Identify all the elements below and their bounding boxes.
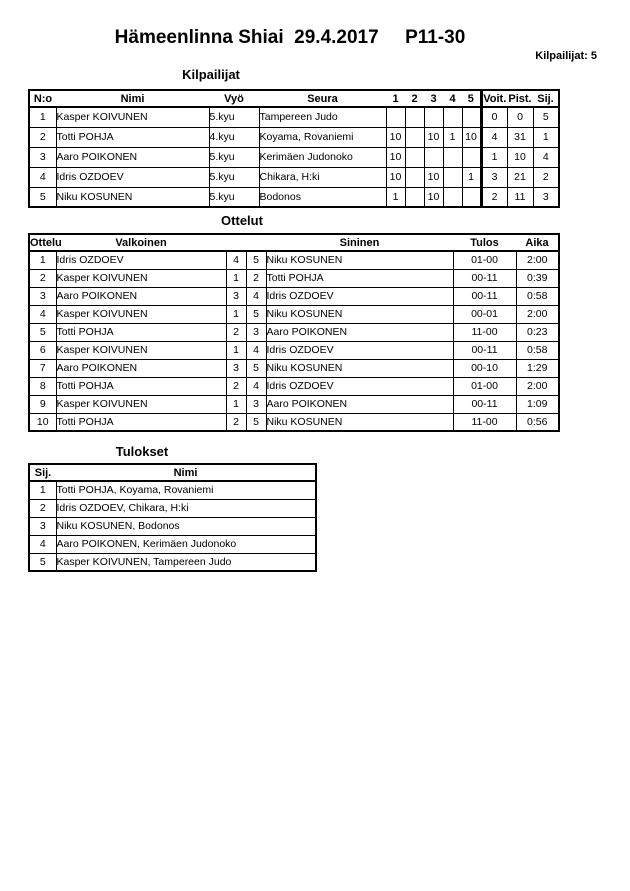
time-cell: 2:00 bbox=[516, 305, 559, 323]
results-heading: Tulokset bbox=[115, 444, 169, 459]
matches-table bbox=[28, 233, 560, 432]
white-no-cell: 1 bbox=[226, 341, 246, 359]
col-header-place: Sij. bbox=[533, 90, 559, 107]
no-cell: 4 bbox=[29, 167, 56, 187]
score-cell bbox=[405, 187, 424, 207]
blue-no-cell: 5 bbox=[246, 359, 266, 377]
col-header-wins: Voit. bbox=[481, 90, 507, 107]
place-cell: 5 bbox=[533, 107, 559, 127]
place-cell: 1 bbox=[533, 127, 559, 147]
col-header-name: Nimi bbox=[56, 464, 316, 481]
col-header-round-1: 1 bbox=[386, 90, 405, 107]
time-cell: 2:00 bbox=[516, 377, 559, 395]
time-cell: 1:29 bbox=[516, 359, 559, 377]
result-cell: 00-10 bbox=[453, 359, 516, 377]
no-cell: 3 bbox=[29, 147, 56, 167]
result-cell: 00-11 bbox=[453, 287, 516, 305]
col-header-club: Seura bbox=[259, 90, 386, 107]
place-cell: 3 bbox=[533, 187, 559, 207]
wins-cell: 1 bbox=[481, 147, 507, 167]
white-name-cell: Aaro POIKONEN bbox=[56, 287, 226, 305]
results-table bbox=[28, 463, 317, 572]
result-cell: 01-00 bbox=[453, 251, 516, 269]
match-row bbox=[29, 323, 559, 341]
col-header-white: Valkoinen bbox=[56, 234, 226, 251]
belt-cell: 5.kyu bbox=[209, 167, 259, 187]
page-title: Hämeenlinna Shiai 29.4.2017 P11-30 bbox=[114, 27, 466, 48]
blue-name-cell: Aaro POIKONEN bbox=[266, 323, 453, 341]
points-cell: 21 bbox=[507, 167, 533, 187]
score-cell: 10 bbox=[462, 127, 481, 147]
competitor-row bbox=[29, 127, 559, 147]
score-cell bbox=[443, 187, 462, 207]
white-name-cell: Totti POHJA bbox=[56, 413, 226, 431]
place-cell: 3 bbox=[29, 517, 56, 535]
blue-name-cell: Aaro POIKONEN bbox=[266, 395, 453, 413]
result-row bbox=[29, 517, 316, 535]
result-cell: 11-00 bbox=[453, 413, 516, 431]
points-cell: 31 bbox=[507, 127, 533, 147]
blue-no-cell: 3 bbox=[246, 323, 266, 341]
result-cell: 00-11 bbox=[453, 395, 516, 413]
time-cell: 2:00 bbox=[516, 251, 559, 269]
blue-name-cell: Idris OZDOEV bbox=[266, 341, 453, 359]
white-name-cell: Totti POHJA bbox=[56, 377, 226, 395]
time-cell: 0:39 bbox=[516, 269, 559, 287]
match-row bbox=[29, 359, 559, 377]
points-cell: 0 bbox=[507, 107, 533, 127]
col-header-blue-no bbox=[246, 234, 266, 251]
points-cell: 11 bbox=[507, 187, 533, 207]
col-header-blue: Sininen bbox=[266, 234, 453, 251]
result-name-cell: Totti POHJA, Koyama, Rovaniemi bbox=[56, 481, 316, 499]
name-cell: Idris OZDOEV bbox=[56, 167, 209, 187]
match-no-cell: 6 bbox=[29, 341, 56, 359]
place-cell: 4 bbox=[533, 147, 559, 167]
place-cell: 5 bbox=[29, 553, 56, 571]
col-header-name: Nimi bbox=[56, 90, 209, 107]
club-cell: Koyama, Rovaniemi bbox=[259, 127, 386, 147]
score-cell: 10 bbox=[424, 187, 443, 207]
competitor-row bbox=[29, 107, 559, 127]
result-cell: 01-00 bbox=[453, 377, 516, 395]
white-name-cell: Kasper KOIVUNEN bbox=[56, 395, 226, 413]
match-no-cell: 5 bbox=[29, 323, 56, 341]
white-no-cell: 4 bbox=[226, 251, 246, 269]
score-cell bbox=[443, 167, 462, 187]
match-no-cell: 10 bbox=[29, 413, 56, 431]
match-row bbox=[29, 251, 559, 269]
match-no-cell: 2 bbox=[29, 269, 56, 287]
time-cell: 0:23 bbox=[516, 323, 559, 341]
time-cell: 1:09 bbox=[516, 395, 559, 413]
result-row bbox=[29, 499, 316, 517]
result-name-cell: Aaro POIKONEN, Kerimäen Judonoko bbox=[56, 535, 316, 553]
col-header-match: Ottelu bbox=[29, 234, 56, 251]
no-cell: 2 bbox=[29, 127, 56, 147]
blue-name-cell: Niku KOSUNEN bbox=[266, 359, 453, 377]
col-header-time: Aika bbox=[516, 234, 559, 251]
match-no-cell: 7 bbox=[29, 359, 56, 377]
white-name-cell: Idris OZDOEV bbox=[56, 251, 226, 269]
time-cell: 0:58 bbox=[516, 341, 559, 359]
wins-cell: 4 bbox=[481, 127, 507, 147]
belt-cell: 5.kyu bbox=[209, 107, 259, 127]
score-cell: 10 bbox=[386, 167, 405, 187]
col-header-round-2: 2 bbox=[405, 90, 424, 107]
col-header-round-4: 4 bbox=[443, 90, 462, 107]
match-row bbox=[29, 341, 559, 359]
score-cell bbox=[424, 107, 443, 127]
no-cell: 5 bbox=[29, 187, 56, 207]
score-cell bbox=[386, 107, 405, 127]
place-cell: 4 bbox=[29, 535, 56, 553]
result-cell: 11-00 bbox=[453, 323, 516, 341]
blue-no-cell: 2 bbox=[246, 269, 266, 287]
time-cell: 0:56 bbox=[516, 413, 559, 431]
col-header-points: Pist. bbox=[507, 90, 533, 107]
match-row bbox=[29, 413, 559, 431]
name-cell: Totti POHJA bbox=[56, 127, 209, 147]
place-cell: 2 bbox=[29, 499, 56, 517]
wins-cell: 0 bbox=[481, 107, 507, 127]
time-cell: 0:58 bbox=[516, 287, 559, 305]
competitors-table bbox=[28, 89, 560, 208]
blue-name-cell: Niku KOSUNEN bbox=[266, 305, 453, 323]
result-cell: 00-11 bbox=[453, 341, 516, 359]
name-cell: Kasper KOIVUNEN bbox=[56, 107, 209, 127]
result-row bbox=[29, 553, 316, 571]
score-cell bbox=[424, 147, 443, 167]
blue-name-cell: Idris OZDOEV bbox=[266, 377, 453, 395]
white-no-cell: 2 bbox=[226, 377, 246, 395]
points-cell: 10 bbox=[507, 147, 533, 167]
match-row bbox=[29, 287, 559, 305]
blue-no-cell: 4 bbox=[246, 287, 266, 305]
white-name-cell: Kasper KOIVUNEN bbox=[56, 305, 226, 323]
match-no-cell: 3 bbox=[29, 287, 56, 305]
score-cell bbox=[405, 167, 424, 187]
club-cell: Tampereen Judo bbox=[259, 107, 386, 127]
blue-name-cell: Totti POHJA bbox=[266, 269, 453, 287]
score-cell bbox=[443, 107, 462, 127]
result-cell: 00-01 bbox=[453, 305, 516, 323]
score-cell: 1 bbox=[443, 127, 462, 147]
matches-heading: Ottelut bbox=[221, 213, 263, 228]
white-name-cell: Totti POHJA bbox=[56, 323, 226, 341]
place-cell: 2 bbox=[533, 167, 559, 187]
score-cell bbox=[462, 107, 481, 127]
white-no-cell: 1 bbox=[226, 305, 246, 323]
blue-no-cell: 5 bbox=[246, 251, 266, 269]
result-cell: 00-11 bbox=[453, 269, 516, 287]
competitor-row bbox=[29, 147, 559, 167]
result-name-cell: Kasper KOIVUNEN, Tampereen Judo bbox=[56, 553, 316, 571]
belt-cell: 4.kyu bbox=[209, 127, 259, 147]
score-cell bbox=[405, 147, 424, 167]
score-cell bbox=[405, 127, 424, 147]
name-cell: Niku KOSUNEN bbox=[56, 187, 209, 207]
white-no-cell: 3 bbox=[226, 359, 246, 377]
white-no-cell: 1 bbox=[226, 269, 246, 287]
blue-no-cell: 4 bbox=[246, 377, 266, 395]
blue-no-cell: 4 bbox=[246, 341, 266, 359]
match-no-cell: 8 bbox=[29, 377, 56, 395]
place-cell: 1 bbox=[29, 481, 56, 499]
blue-name-cell: Niku KOSUNEN bbox=[266, 413, 453, 431]
competitors-heading: Kilpailijat bbox=[182, 67, 240, 82]
blue-no-cell: 5 bbox=[246, 305, 266, 323]
match-no-cell: 9 bbox=[29, 395, 56, 413]
result-name-cell: Idris OZDOEV, Chikara, H:ki bbox=[56, 499, 316, 517]
competitors-header-row bbox=[29, 90, 559, 107]
white-no-cell: 2 bbox=[226, 323, 246, 341]
score-cell: 1 bbox=[386, 187, 405, 207]
competitor-count-label: Kilpailijat: 5 bbox=[535, 50, 597, 62]
result-name-cell: Niku KOSUNEN, Bodonos bbox=[56, 517, 316, 535]
match-row bbox=[29, 269, 559, 287]
score-cell bbox=[462, 187, 481, 207]
col-header-no: N:o bbox=[29, 90, 56, 107]
col-header-round-3: 3 bbox=[424, 90, 443, 107]
blue-no-cell: 3 bbox=[246, 395, 266, 413]
blue-name-cell: Idris OZDOEV bbox=[266, 287, 453, 305]
col-header-belt: Vyö bbox=[209, 90, 259, 107]
club-cell: Chikara, H:ki bbox=[259, 167, 386, 187]
blue-no-cell: 5 bbox=[246, 413, 266, 431]
matches-header-row bbox=[29, 234, 559, 251]
white-name-cell: Kasper KOIVUNEN bbox=[56, 269, 226, 287]
score-cell: 10 bbox=[424, 167, 443, 187]
match-no-cell: 1 bbox=[29, 251, 56, 269]
match-row bbox=[29, 305, 559, 323]
match-no-cell: 4 bbox=[29, 305, 56, 323]
results-header-row bbox=[29, 464, 316, 481]
col-header-white-no bbox=[226, 234, 246, 251]
blue-name-cell: Niku KOSUNEN bbox=[266, 251, 453, 269]
wins-cell: 3 bbox=[481, 167, 507, 187]
score-cell bbox=[443, 147, 462, 167]
score-cell: 1 bbox=[462, 167, 481, 187]
score-cell bbox=[405, 107, 424, 127]
col-header-round-5: 5 bbox=[462, 90, 481, 107]
white-name-cell: Kasper KOIVUNEN bbox=[56, 341, 226, 359]
white-name-cell: Aaro POIKONEN bbox=[56, 359, 226, 377]
club-cell: Bodonos bbox=[259, 187, 386, 207]
col-header-result: Tulos bbox=[453, 234, 516, 251]
competitor-row bbox=[29, 167, 559, 187]
competitor-row bbox=[29, 187, 559, 207]
white-no-cell: 2 bbox=[226, 413, 246, 431]
match-row bbox=[29, 377, 559, 395]
wins-cell: 2 bbox=[481, 187, 507, 207]
result-row bbox=[29, 535, 316, 553]
club-cell: Kerimäen Judonoko bbox=[259, 147, 386, 167]
match-row bbox=[29, 395, 559, 413]
name-cell: Aaro POIKONEN bbox=[56, 147, 209, 167]
belt-cell: 5.kyu bbox=[209, 147, 259, 167]
no-cell: 1 bbox=[29, 107, 56, 127]
score-cell bbox=[462, 147, 481, 167]
score-cell: 10 bbox=[424, 127, 443, 147]
score-cell: 10 bbox=[386, 127, 405, 147]
score-cell: 10 bbox=[386, 147, 405, 167]
belt-cell: 5.kyu bbox=[209, 187, 259, 207]
result-row bbox=[29, 481, 316, 499]
white-no-cell: 1 bbox=[226, 395, 246, 413]
white-no-cell: 3 bbox=[226, 287, 246, 305]
col-header-place: Sij. bbox=[29, 464, 56, 481]
